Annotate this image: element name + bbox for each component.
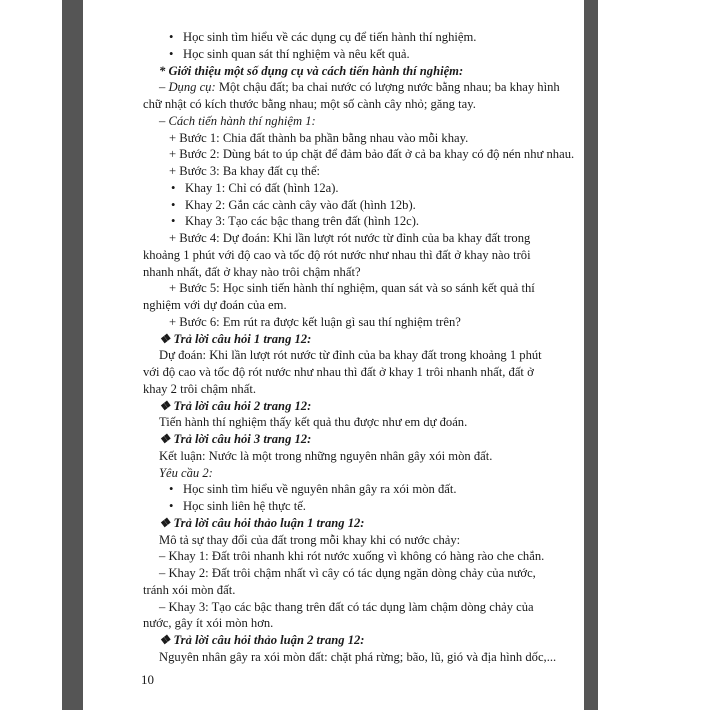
step-line: + Bước 4: Dự đoán: Khi lần lượt rót nước từ đỉnh của ba khay đất trong	[169, 231, 531, 245]
paragraph-line: với độ cao và tốc độ rót nước như nhau thì đất ở khay 1 trôi nhanh nhất, đất ở	[143, 365, 534, 379]
text: Học sinh tìm hiểu về nguyên nhân gây ra xói mòn đất.	[183, 482, 457, 496]
paragraph-line: tránh xói mòn đất.	[143, 583, 236, 597]
step-line: + Bước 1: Chia đất thành ba phần bằng nhau vào mỗi khay.	[169, 131, 469, 145]
step-line: + Bước 5: Học sinh tiến hành thí nghiệm, quan sát và so sánh kết quả thí	[169, 281, 535, 295]
paragraph-line: Nguyên nhân gây ra xói mòn đất: chặt phá rừng; bão, lũ, gió và địa hình dốc,...	[159, 650, 557, 664]
page-content	[83, 0, 584, 710]
bullet-icon: •	[169, 499, 174, 513]
bullet-line	[169, 30, 476, 44]
bullet-icon: •	[171, 181, 176, 195]
heading-text: Trả lời câu hỏi 3 trang 12:	[173, 432, 312, 446]
bullet-icon: •	[169, 482, 174, 496]
subheading: Yêu cầu 2:	[159, 466, 213, 480]
answer-heading	[159, 332, 311, 346]
star-icon: ❖	[159, 332, 171, 346]
step-line: + Bước 2: Dùng bát to úp chặt để đảm bảo đất ở cả ba khay có độ nén như nhau.	[169, 147, 575, 161]
text: Khay 3: Tạo các bậc thang trên đất (hình 12c).	[185, 214, 420, 228]
section-heading: * Giới thiệu một số dụng cụ và cách tiến hành thí nghiệm:	[159, 64, 464, 78]
star-icon: ❖	[159, 399, 171, 413]
paragraph-line: Dự đoán: Khi lần lượt rót nước từ đỉnh của ba khay đất trong khoảng 1 phút	[159, 348, 542, 362]
bullet-icon: •	[169, 30, 174, 44]
paragraph-line: Tiến hành thí nghiệm thấy kết quả thu được như em dự đoán.	[159, 415, 468, 429]
text: Một chậu đất; ba chai nước có lượng nước bằng nhau; ba khay hình	[215, 80, 560, 94]
paragraph-line: – Khay 1: Đất trôi nhanh khi rót nước xuống vì không có hàng rào che chắn.	[159, 549, 545, 563]
bullet-icon: •	[171, 198, 176, 212]
paragraph-line: khay 2 trôi chậm nhất.	[143, 382, 256, 396]
bullet-line	[171, 198, 416, 212]
paragraph-line: – Khay 3: Tạo các bậc thang trên đất có tác dụng làm chậm dòng chảy của	[159, 600, 534, 614]
step-line: + Bước 6: Em rút ra được kết luận gì sau thí nghiệm trên?	[169, 315, 461, 329]
paragraph-line: nước, gây ít xói mòn hơn.	[143, 616, 274, 630]
bullet-line	[169, 482, 457, 496]
paragraph-line: – Khay 2: Đất trôi chậm nhất vì cây có tác dụng ngăn dòng chảy của nước,	[159, 566, 536, 580]
book-page	[83, 0, 584, 710]
text: Học sinh tìm hiểu về các dụng cụ để tiến hành thí nghiệm.	[183, 30, 477, 44]
paragraph-line: Kết luận: Nước là một trong những nguyên nhân gây xói mòn đất.	[159, 449, 493, 463]
step-line: + Bước 3: Ba khay đất cụ thể:	[169, 164, 321, 178]
bullet-line	[169, 499, 306, 513]
page-number: 10	[141, 672, 154, 687]
subheading: – Cách tiến hành thí nghiệm 1:	[159, 114, 316, 128]
bullet-line	[171, 214, 419, 228]
paragraph-line: nhanh nhất, đất ở khay nào trôi chậm nhất?	[143, 265, 361, 279]
text: Khay 2: Gắn các cành cây vào đất (hình 12b).	[185, 198, 416, 212]
paragraph-line: Mô tả sự thay đổi của đất trong mỗi khay khi có nước chảy:	[159, 533, 461, 547]
heading-text: Trả lời câu hỏi thảo luận 1 trang 12:	[173, 516, 365, 530]
heading-text: Trả lời câu hỏi 2 trang 12:	[173, 399, 312, 413]
text: Học sinh quan sát thí nghiệm và nêu kết quả.	[183, 47, 410, 61]
text: Học sinh liên hệ thực tế.	[183, 499, 306, 513]
italic-label: Dụng cụ:	[168, 80, 216, 94]
paragraph-line: chữ nhật có kích thước bằng nhau; một số cành cây nhỏ; găng tay.	[143, 97, 476, 111]
text: Khay 1: Chỉ có đất (hình 12a).	[185, 181, 339, 195]
star-icon: ❖	[159, 516, 171, 530]
bullet-line	[169, 47, 410, 61]
paragraph-line: khoảng 1 phút với độ cao và tốc độ rót nước như nhau thì đất ở khay nào trôi	[143, 248, 531, 262]
dash: –	[159, 80, 169, 94]
answer-heading	[159, 399, 311, 413]
star-icon: ❖	[159, 432, 171, 446]
heading-text: Trả lời câu hỏi 1 trang 12:	[173, 332, 312, 346]
paragraph-line	[159, 80, 560, 94]
bullet-line	[171, 181, 339, 195]
paragraph-line: nghiệm với dự đoán của em.	[143, 298, 287, 312]
heading-text: Trả lời câu hỏi thảo luận 2 trang 12:	[173, 633, 365, 647]
answer-heading	[159, 633, 365, 647]
bullet-icon: •	[171, 214, 176, 228]
star-icon: ❖	[159, 633, 171, 647]
answer-heading	[159, 516, 365, 530]
bullet-icon: •	[169, 47, 174, 61]
answer-heading	[159, 432, 311, 446]
